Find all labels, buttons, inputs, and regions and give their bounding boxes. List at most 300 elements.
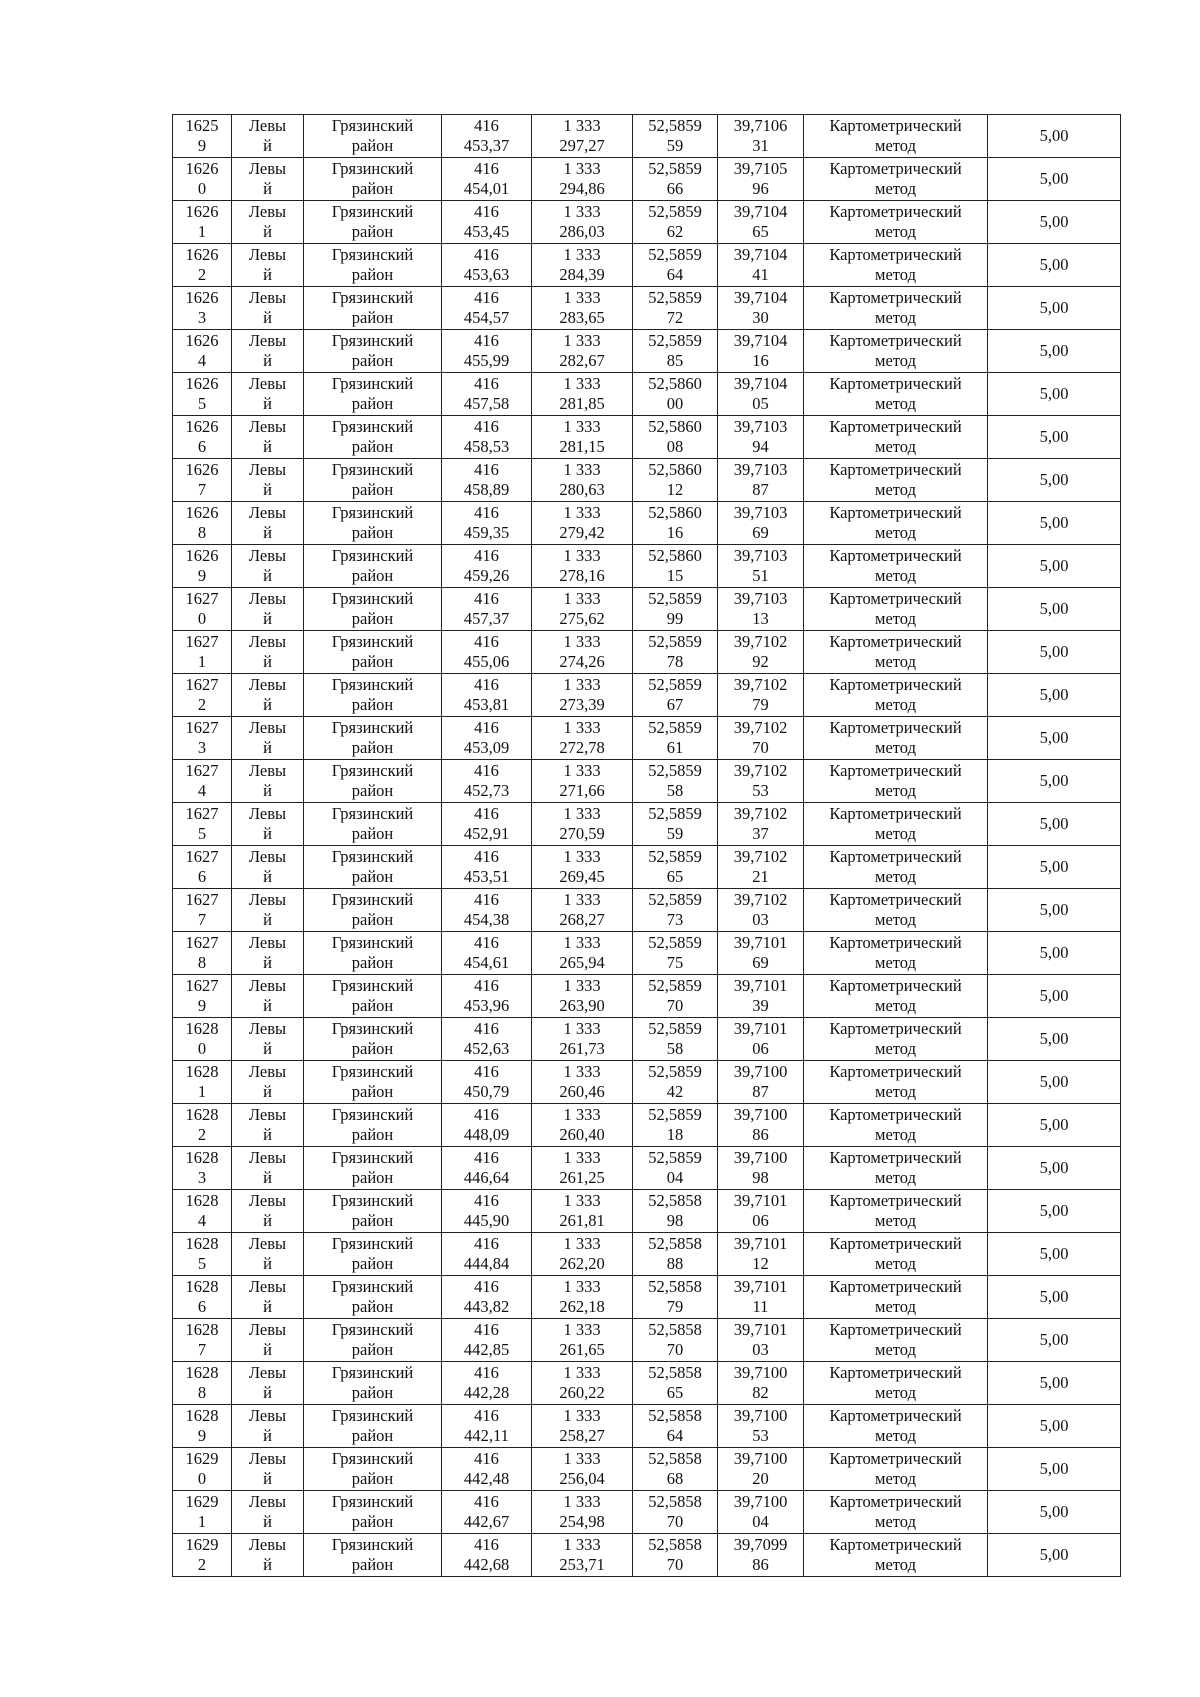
bank-side-cell xyxy=(232,1491,304,1534)
x-coordinate-cell-line: 450,79 xyxy=(463,1082,510,1101)
longitude-cell-line: 39,7104 xyxy=(733,331,788,350)
district-cell-line: район xyxy=(351,1512,394,1531)
method-cell-line: Картометрический xyxy=(829,460,962,479)
point-number-cell-line: 1628 xyxy=(185,1363,219,1382)
x-coordinate-cell xyxy=(442,889,532,932)
y-coordinate-cell-line: 294,86 xyxy=(559,179,605,198)
x-coordinate-cell-line: 416 xyxy=(474,761,499,780)
latitude-cell-line: 00 xyxy=(666,394,684,413)
accuracy-cell: 5,00 xyxy=(988,1233,1121,1276)
x-coordinate-cell-line: 453,81 xyxy=(463,695,510,714)
latitude-cell-line: 64 xyxy=(666,265,684,284)
bank-side-cell-line: й xyxy=(263,351,272,370)
point-number-cell-line: 1629 xyxy=(185,1449,219,1468)
latitude-cell-line: 52,5860 xyxy=(648,503,702,522)
latitude-cell xyxy=(633,889,718,932)
latitude-cell-line: 73 xyxy=(666,910,684,929)
latitude-cell-line: 65 xyxy=(666,867,684,886)
y-coordinate-cell-line: 1 333 xyxy=(563,1320,601,1339)
point-number-cell xyxy=(173,502,232,545)
longitude-cell-line: 39,7101 xyxy=(733,933,788,952)
district-cell-line: район xyxy=(351,1168,394,1187)
latitude-cell xyxy=(633,1190,718,1233)
table-row xyxy=(173,1018,1121,1061)
bank-side-cell-line: й xyxy=(263,953,272,972)
table-row xyxy=(173,889,1121,932)
bank-side-cell-line: й xyxy=(263,695,272,714)
table-row xyxy=(173,1319,1121,1362)
point-number-cell-line: 1626 xyxy=(185,546,219,565)
y-coordinate-cell xyxy=(532,373,633,416)
point-number-cell-line: 4 xyxy=(197,351,207,370)
district-cell xyxy=(304,459,442,502)
y-coordinate-cell-line: 262,20 xyxy=(559,1254,605,1273)
longitude-cell xyxy=(718,1018,804,1061)
point-number-cell-line: 1626 xyxy=(185,374,219,393)
y-coordinate-cell xyxy=(532,889,633,932)
longitude-cell-line: 03 xyxy=(752,1340,769,1359)
district-cell-line: район xyxy=(351,351,394,370)
table-row xyxy=(173,760,1121,803)
method-cell xyxy=(804,416,988,459)
method-cell-line: метод xyxy=(875,394,916,413)
latitude-cell-line: 52,5859 xyxy=(648,847,702,866)
latitude-cell-line: 42 xyxy=(666,1082,684,1101)
y-coordinate-cell-line: 1 333 xyxy=(563,546,601,565)
table-row xyxy=(173,1534,1121,1577)
point-number-cell-line: 1627 xyxy=(185,675,219,694)
latitude-cell xyxy=(633,1104,718,1147)
y-coordinate-cell-line: 1 333 xyxy=(563,1535,601,1554)
district-cell xyxy=(304,631,442,674)
point-number-cell xyxy=(173,373,232,416)
latitude-cell-line: 52,5858 xyxy=(648,1191,702,1210)
point-number-cell-line: 1628 xyxy=(185,1234,219,1253)
latitude-cell-line: 70 xyxy=(666,1512,684,1531)
latitude-cell-line: 59 xyxy=(666,824,684,843)
x-coordinate-cell-line: 455,06 xyxy=(463,652,510,671)
point-number-cell-line: 1627 xyxy=(185,933,219,952)
y-coordinate-cell-line: 279,42 xyxy=(559,523,605,542)
bank-side-cell-line: Левы xyxy=(248,976,287,995)
point-number-cell xyxy=(173,1491,232,1534)
point-number-cell xyxy=(173,1147,232,1190)
latitude-cell xyxy=(633,416,718,459)
longitude-cell-line: 39,7101 xyxy=(733,1277,788,1296)
longitude-cell-line: 04 xyxy=(752,1512,769,1531)
y-coordinate-cell xyxy=(532,674,633,717)
method-cell xyxy=(804,459,988,502)
x-coordinate-cell xyxy=(442,803,532,846)
point-number-cell xyxy=(173,1104,232,1147)
longitude-cell-line: 16 xyxy=(752,351,769,370)
longitude-cell-line: 39,7104 xyxy=(733,245,788,264)
bank-side-cell xyxy=(232,631,304,674)
x-coordinate-cell-line: 416 xyxy=(474,1191,499,1210)
point-number-cell-line: 1626 xyxy=(185,331,219,350)
method-cell xyxy=(804,1233,988,1276)
latitude-cell-line: 70 xyxy=(666,996,684,1015)
method-cell-line: Картометрический xyxy=(829,1148,962,1167)
latitude-cell xyxy=(633,502,718,545)
method-cell-line: Картометрический xyxy=(829,1234,962,1253)
bank-side-cell-line: й xyxy=(263,1426,272,1445)
x-coordinate-cell xyxy=(442,932,532,975)
bank-side-cell-line: й xyxy=(263,1039,272,1058)
district-cell xyxy=(304,158,442,201)
longitude-cell xyxy=(718,631,804,674)
method-cell-line: метод xyxy=(875,1297,916,1316)
latitude-cell-line: 52,5859 xyxy=(648,288,702,307)
point-number-cell-line: 1626 xyxy=(185,245,219,264)
longitude-cell xyxy=(718,330,804,373)
x-coordinate-cell-line: 453,45 xyxy=(463,222,510,241)
point-number-cell xyxy=(173,889,232,932)
method-cell-line: Картометрический xyxy=(829,890,962,909)
district-cell-line: район xyxy=(351,781,394,800)
district-cell-line: Грязинский xyxy=(331,847,414,866)
accuracy-cell: 5,00 xyxy=(988,1147,1121,1190)
latitude-cell-line: 52,5859 xyxy=(648,761,702,780)
x-coordinate-cell xyxy=(442,1147,532,1190)
district-cell xyxy=(304,1104,442,1147)
point-number-cell-line: 8 xyxy=(197,953,207,972)
method-cell-line: Картометрический xyxy=(829,288,962,307)
longitude-cell-line: 39,7100 xyxy=(733,1105,788,1124)
point-number-cell xyxy=(173,158,232,201)
point-number-cell-line: 1628 xyxy=(185,1277,219,1296)
method-cell-line: метод xyxy=(875,738,916,757)
x-coordinate-cell xyxy=(442,1061,532,1104)
longitude-cell-line: 39,7100 xyxy=(733,1062,788,1081)
bank-side-cell-line: й xyxy=(263,1340,272,1359)
bank-side-cell xyxy=(232,846,304,889)
x-coordinate-cell-line: 453,37 xyxy=(463,136,510,155)
latitude-cell xyxy=(633,1405,718,1448)
district-cell-line: район xyxy=(351,652,394,671)
longitude-cell-line: 70 xyxy=(752,738,769,757)
y-coordinate-cell-line: 1 333 xyxy=(563,460,601,479)
latitude-cell-line: 68 xyxy=(666,1469,684,1488)
bank-side-cell-line: Левы xyxy=(248,632,287,651)
method-cell-line: метод xyxy=(875,910,916,929)
x-coordinate-cell-line: 452,73 xyxy=(463,781,510,800)
longitude-cell xyxy=(718,588,804,631)
method-cell xyxy=(804,1534,988,1577)
latitude-cell-line: 72 xyxy=(666,308,684,327)
y-coordinate-cell xyxy=(532,1104,633,1147)
table-row xyxy=(173,674,1121,717)
district-cell-line: район xyxy=(351,1254,394,1273)
accuracy-cell: 5,00 xyxy=(988,416,1121,459)
method-cell-line: Картометрический xyxy=(829,1492,962,1511)
point-number-cell xyxy=(173,674,232,717)
latitude-cell-line: 52,5859 xyxy=(648,1105,702,1124)
y-coordinate-cell xyxy=(532,287,633,330)
longitude-cell xyxy=(718,760,804,803)
x-coordinate-cell-line: 416 xyxy=(474,202,499,221)
method-cell-line: Картометрический xyxy=(829,1019,962,1038)
accuracy-cell: 5,00 xyxy=(988,1534,1121,1577)
method-cell-line: Картометрический xyxy=(829,933,962,952)
longitude-cell xyxy=(718,674,804,717)
y-coordinate-cell xyxy=(532,717,633,760)
longitude-cell xyxy=(718,502,804,545)
longitude-cell-line: 53 xyxy=(752,1426,769,1445)
bank-side-cell-line: й xyxy=(263,222,272,241)
x-coordinate-cell xyxy=(442,1405,532,1448)
longitude-cell xyxy=(718,1405,804,1448)
district-cell xyxy=(304,1362,442,1405)
y-coordinate-cell-line: 258,27 xyxy=(559,1426,605,1445)
longitude-cell-line: 65 xyxy=(752,222,769,241)
accuracy-cell: 5,00 xyxy=(988,1448,1121,1491)
x-coordinate-cell-line: 458,53 xyxy=(463,437,510,456)
point-number-cell xyxy=(173,1405,232,1448)
point-number-cell-line: 2 xyxy=(197,1125,207,1144)
district-cell xyxy=(304,416,442,459)
longitude-cell-line: 30 xyxy=(752,308,769,327)
bank-side-cell-line: Левы xyxy=(248,288,287,307)
table-row xyxy=(173,416,1121,459)
bank-side-cell-line: й xyxy=(263,437,272,456)
y-coordinate-cell-line: 271,66 xyxy=(559,781,605,800)
district-cell-line: район xyxy=(351,1469,394,1488)
latitude-cell-line: 52,5858 xyxy=(648,1535,702,1554)
longitude-cell-line: 03 xyxy=(752,910,769,929)
accuracy-cell: 5,00 xyxy=(988,1018,1121,1061)
bank-side-cell-line: Левы xyxy=(248,804,287,823)
x-coordinate-cell xyxy=(442,717,532,760)
latitude-cell-line: 70 xyxy=(666,1555,684,1574)
point-number-cell xyxy=(173,932,232,975)
y-coordinate-cell-line: 278,16 xyxy=(559,566,605,585)
method-cell xyxy=(804,287,988,330)
method-cell xyxy=(804,588,988,631)
point-number-cell xyxy=(173,1061,232,1104)
x-coordinate-cell-line: 416 xyxy=(474,1277,499,1296)
y-coordinate-cell-line: 1 333 xyxy=(563,675,601,694)
district-cell-line: район xyxy=(351,1383,394,1402)
longitude-cell-line: 39,7106 xyxy=(733,116,788,135)
x-coordinate-cell-line: 443,82 xyxy=(463,1297,510,1316)
y-coordinate-cell-line: 260,46 xyxy=(559,1082,605,1101)
latitude-cell-line: 52,5860 xyxy=(648,417,702,436)
accuracy-cell: 5,00 xyxy=(988,287,1121,330)
method-cell-line: метод xyxy=(875,1555,916,1574)
accuracy-cell: 5,00 xyxy=(988,846,1121,889)
x-coordinate-cell-line: 453,51 xyxy=(463,867,510,886)
point-number-cell xyxy=(173,416,232,459)
y-coordinate-cell xyxy=(532,932,633,975)
method-cell-line: метод xyxy=(875,996,916,1015)
bank-side-cell xyxy=(232,889,304,932)
x-coordinate-cell xyxy=(442,674,532,717)
bank-side-cell xyxy=(232,1233,304,1276)
y-coordinate-cell-line: 1 333 xyxy=(563,331,601,350)
district-cell-line: Грязинский xyxy=(331,331,414,350)
longitude-cell-line: 39,7103 xyxy=(733,589,788,608)
point-number-cell-line: 1626 xyxy=(185,159,219,178)
point-number-cell-line: 6 xyxy=(197,437,207,456)
district-cell xyxy=(304,1534,442,1577)
y-coordinate-cell xyxy=(532,1190,633,1233)
district-cell-line: Грязинский xyxy=(331,1406,414,1425)
bank-side-cell-line: Левы xyxy=(248,503,287,522)
longitude-cell-line: 69 xyxy=(752,953,769,972)
bank-side-cell-line: Левы xyxy=(248,1191,287,1210)
method-cell-line: метод xyxy=(875,265,916,284)
point-number-cell-line: 3 xyxy=(197,308,207,327)
district-cell xyxy=(304,1147,442,1190)
table-row xyxy=(173,1491,1121,1534)
bank-side-cell-line: й xyxy=(263,1512,272,1531)
y-coordinate-cell xyxy=(532,846,633,889)
latitude-cell-line: 70 xyxy=(666,1340,684,1359)
method-cell xyxy=(804,1061,988,1104)
point-number-cell-line: 1627 xyxy=(185,761,219,780)
latitude-cell-line: 62 xyxy=(666,222,684,241)
longitude-cell xyxy=(718,1362,804,1405)
point-number-cell-line: 1627 xyxy=(185,804,219,823)
point-number-cell xyxy=(173,760,232,803)
bank-side-cell xyxy=(232,1534,304,1577)
x-coordinate-cell xyxy=(442,373,532,416)
x-coordinate-cell xyxy=(442,1534,532,1577)
longitude-cell xyxy=(718,1061,804,1104)
bank-side-cell-line: Левы xyxy=(248,1234,287,1253)
bank-side-cell xyxy=(232,115,304,158)
x-coordinate-cell-line: 416 xyxy=(474,1105,499,1124)
longitude-cell xyxy=(718,158,804,201)
x-coordinate-cell-line: 416 xyxy=(474,718,499,737)
y-coordinate-cell-line: 283,65 xyxy=(559,308,605,327)
y-coordinate-cell-line: 281,15 xyxy=(559,437,605,456)
district-cell-line: район xyxy=(351,566,394,585)
table-row xyxy=(173,158,1121,201)
district-cell-line: Грязинский xyxy=(331,460,414,479)
y-coordinate-cell-line: 253,71 xyxy=(559,1555,605,1574)
longitude-cell-line: 86 xyxy=(752,1555,769,1574)
latitude-cell-line: 52,5859 xyxy=(648,1062,702,1081)
x-coordinate-cell-line: 416 xyxy=(474,890,499,909)
district-cell-line: Грязинский xyxy=(331,1535,414,1554)
bank-side-cell xyxy=(232,158,304,201)
bank-side-cell-line: й xyxy=(263,1383,272,1402)
longitude-cell-line: 39,7102 xyxy=(733,890,788,909)
x-coordinate-cell-line: 416 xyxy=(474,374,499,393)
accuracy-cell: 5,00 xyxy=(988,502,1121,545)
point-number-cell-line: 0 xyxy=(197,609,207,628)
bank-side-cell xyxy=(232,1147,304,1190)
longitude-cell xyxy=(718,459,804,502)
method-cell-line: Картометрический xyxy=(829,546,962,565)
point-number-cell xyxy=(173,631,232,674)
point-number-cell-line: 7 xyxy=(197,480,207,499)
district-cell xyxy=(304,717,442,760)
y-coordinate-cell-line: 1 333 xyxy=(563,417,601,436)
longitude-cell xyxy=(718,416,804,459)
y-coordinate-cell-line: 1 333 xyxy=(563,976,601,995)
latitude-cell-line: 65 xyxy=(666,1383,684,1402)
district-cell xyxy=(304,1448,442,1491)
longitude-cell-line: 69 xyxy=(752,523,769,542)
y-coordinate-cell-line: 1 333 xyxy=(563,847,601,866)
method-cell-line: Картометрический xyxy=(829,1363,962,1382)
point-number-cell xyxy=(173,287,232,330)
x-coordinate-cell-line: 459,35 xyxy=(463,523,510,542)
longitude-cell-line: 39,7100 xyxy=(733,1363,788,1382)
longitude-cell-line: 39,7102 xyxy=(733,761,788,780)
point-number-cell-line: 5 xyxy=(197,394,207,413)
latitude-cell xyxy=(633,459,718,502)
y-coordinate-cell-line: 1 333 xyxy=(563,245,601,264)
district-cell-line: район xyxy=(351,1426,394,1445)
district-cell-line: Грязинский xyxy=(331,1492,414,1511)
x-coordinate-cell xyxy=(442,1491,532,1534)
bank-side-cell-line: Левы xyxy=(248,933,287,952)
bank-side-cell xyxy=(232,1362,304,1405)
district-cell xyxy=(304,1018,442,1061)
district-cell-line: Грязинский xyxy=(331,1320,414,1339)
bank-side-cell-line: Левы xyxy=(248,761,287,780)
point-number-cell xyxy=(173,1362,232,1405)
x-coordinate-cell-line: 457,58 xyxy=(463,394,510,413)
latitude-cell-line: 52,5859 xyxy=(648,675,702,694)
y-coordinate-cell-line: 272,78 xyxy=(559,738,605,757)
bank-side-cell xyxy=(232,1405,304,1448)
latitude-cell-line: 52,5859 xyxy=(648,1019,702,1038)
x-coordinate-cell xyxy=(442,545,532,588)
y-coordinate-cell-line: 254,98 xyxy=(559,1512,605,1531)
latitude-cell xyxy=(633,330,718,373)
x-coordinate-cell-line: 445,90 xyxy=(463,1211,510,1230)
y-coordinate-cell xyxy=(532,1061,633,1104)
accuracy-cell: 5,00 xyxy=(988,158,1121,201)
longitude-cell-line: 31 xyxy=(752,136,769,155)
bank-side-cell xyxy=(232,588,304,631)
y-coordinate-cell-line: 286,03 xyxy=(559,222,605,241)
table-row xyxy=(173,244,1121,287)
y-coordinate-cell-line: 275,62 xyxy=(559,609,605,628)
table-row xyxy=(173,1233,1121,1276)
district-cell-line: Грязинский xyxy=(331,976,414,995)
y-coordinate-cell xyxy=(532,244,633,287)
district-cell-line: Грязинский xyxy=(331,1191,414,1210)
district-cell-line: район xyxy=(351,695,394,714)
point-number-cell-line: 1628 xyxy=(185,1320,219,1339)
table-row xyxy=(173,1104,1121,1147)
method-cell-line: метод xyxy=(875,523,916,542)
longitude-cell-line: 11 xyxy=(752,1297,769,1316)
bank-side-cell-line: й xyxy=(263,1082,272,1101)
latitude-cell xyxy=(633,1061,718,1104)
district-cell xyxy=(304,244,442,287)
longitude-cell xyxy=(718,115,804,158)
accuracy-cell: 5,00 xyxy=(988,760,1121,803)
x-coordinate-cell-line: 455,99 xyxy=(463,351,510,370)
point-number-cell-line: 1626 xyxy=(185,202,219,221)
x-coordinate-cell-line: 457,37 xyxy=(463,609,510,628)
point-number-cell-line: 1628 xyxy=(185,1406,219,1425)
district-cell-line: район xyxy=(351,1297,394,1316)
x-coordinate-cell-line: 442,67 xyxy=(463,1512,510,1531)
bank-side-cell-line: Левы xyxy=(248,1492,287,1511)
x-coordinate-cell-line: 416 xyxy=(474,1019,499,1038)
latitude-cell-line: 64 xyxy=(666,1426,684,1445)
latitude-cell xyxy=(633,1018,718,1061)
longitude-cell-line: 39,7100 xyxy=(733,1148,788,1167)
